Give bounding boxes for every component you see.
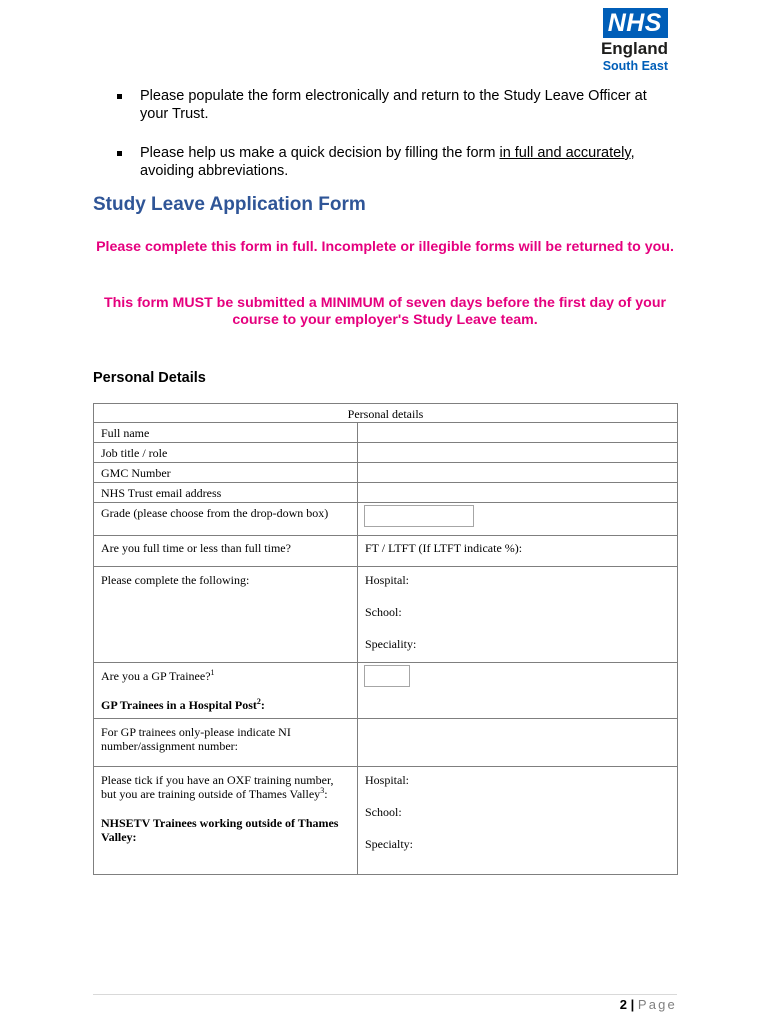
logo-organisation: England: [600, 39, 668, 58]
page-label: Page: [637, 997, 677, 1012]
job-title-label: Job title / role: [94, 443, 358, 463]
ft-answer-field[interactable]: FT / LTFT (If LTFT indicate %):: [358, 536, 678, 567]
table-row: [94, 463, 678, 483]
table-row: [94, 483, 678, 503]
grade-cell: [358, 503, 678, 536]
table-row: [94, 719, 678, 767]
gp-ni-label: For GP trainees only-please indicate NI number/assignment number:: [94, 719, 358, 767]
instructions-list: [116, 87, 676, 201]
table-row: [94, 443, 678, 463]
gp-ni-field[interactable]: [358, 719, 678, 767]
oxf-details-field[interactable]: [358, 767, 678, 875]
instruction-item: [116, 144, 676, 180]
table-row: [94, 503, 678, 536]
school-label: School:: [365, 805, 402, 819]
instruction-text-end: , avoiding abbreviations.: [140, 145, 635, 179]
table-row: [94, 536, 678, 567]
page-number: 2: [619, 997, 627, 1012]
gmc-number-label: GMC Number: [94, 463, 358, 483]
personal-details-table: [93, 403, 678, 875]
complete-following-label: Please complete the following:: [94, 567, 358, 663]
gp-question-text: Are you a GP Trainee?: [101, 669, 211, 683]
email-field[interactable]: [358, 483, 678, 503]
form-title: Study Leave Application Form: [93, 194, 366, 215]
speciality-label: Speciality:: [365, 637, 417, 651]
nhs-england-logo: [594, 8, 668, 73]
completion-warning: Please complete this form in full. Incomplete or illegible forms will be returned to you.: [96, 239, 674, 255]
footnote-ref: 3: [320, 786, 325, 795]
gp-trainee-label: Are you a GP Trainee?$^1$ GP Trainees in a Hospital Post$^2$:: [94, 663, 358, 719]
bullet-square-icon: [117, 151, 122, 156]
job-title-field[interactable]: [358, 443, 678, 463]
footnote-ref: 2: [256, 697, 261, 706]
deadline-warning: This form MUST be submitted a MINIMUM of seven days before the first day of your course to your employer's Study Leave team.: [103, 295, 667, 328]
nhsetv-text: NHSETV Trainees working outside of Thames Valley:: [101, 816, 339, 844]
hospital-school-speciality-field[interactable]: [358, 567, 678, 663]
instruction-text-start: Please help us make a quick decision by filling the form: [140, 145, 500, 161]
hospital-label: Hospital:: [365, 573, 409, 587]
gp-hospital-post-text: GP Trainees in a Hospital Post: [101, 698, 257, 712]
grade-label: Grade (please choose from the drop-down box): [94, 503, 358, 536]
section-heading: Personal Details: [93, 370, 206, 386]
hospital-label: Hospital:: [365, 773, 409, 787]
nhs-logo-mark: NHS: [603, 8, 668, 38]
school-label: School:: [365, 605, 402, 619]
footnote-ref: 1: [210, 668, 215, 677]
gmc-number-field[interactable]: [358, 463, 678, 483]
grade-dropdown[interactable]: [364, 505, 474, 527]
oxf-label: Please tick if you have an OXF training number, but you are training outside of Thames Valley$^3$: NHSETV Trainees working outside of Thames Valley:: [94, 767, 358, 875]
instruction-text: Please populate the form electronically and return to the Study Leave Officer at your Trust.: [140, 88, 647, 122]
full-name-field[interactable]: [358, 423, 678, 443]
footer-divider: [93, 994, 677, 995]
ft-question-label: Are you full time or less than full time?: [94, 536, 358, 567]
specialty-label: Specialty:: [365, 837, 413, 851]
email-label: NHS Trust email address: [94, 483, 358, 503]
gp-trainee-cell: [358, 663, 678, 719]
full-name-label: Full name: [94, 423, 358, 443]
instruction-emphasis: in full and accurately: [499, 145, 631, 161]
logo-region: South East: [602, 59, 668, 73]
oxf-tick-text: Please tick if you have an OXF training number, but you are training outside of Thames Valley: [101, 773, 334, 801]
footer-separator: |: [630, 997, 635, 1012]
gp-trainee-dropdown[interactable]: [364, 665, 410, 687]
table-row: [94, 767, 678, 875]
table-row: [94, 663, 678, 719]
page-footer: [620, 997, 677, 1012]
instruction-item: [116, 87, 676, 123]
table-row: [94, 423, 678, 443]
bullet-square-icon: [117, 94, 122, 99]
table-row: [94, 567, 678, 663]
table-header: Personal details: [94, 404, 678, 423]
